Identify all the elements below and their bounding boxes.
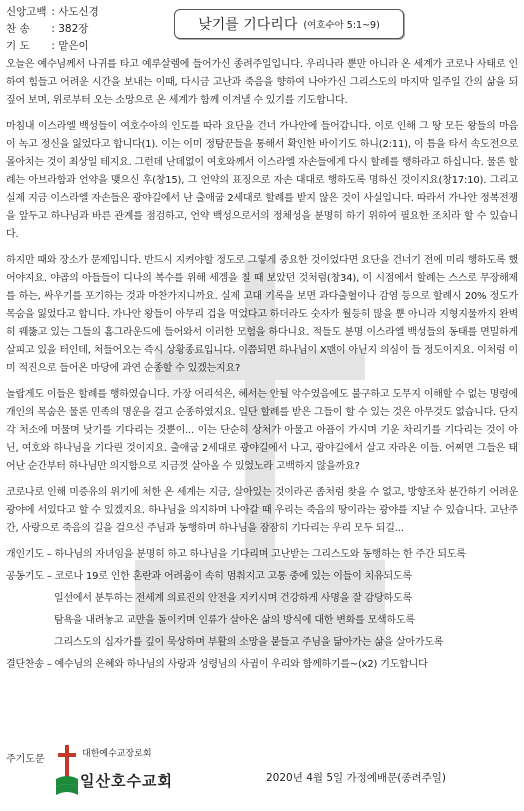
service-order-key: 신앙고백 xyxy=(6,6,47,18)
service-order-value: 사도신경 xyxy=(58,6,99,18)
common-prayer-item: 그리스도의 십자가를 깊이 묵상하며 부활의 소망을 붙들고 주님을 닮아가는 삶을 살아가도록 xyxy=(54,637,444,648)
sermon-paragraph: 하지만 때와 장소가 문제입니다. 반드시 지켜야할 정도로 그렇게 중요한 것이었다면 요단을 건너기 전에 미리 행하도록 했어야지요. 야곱의 아들들이 디나의 복수를 위해 세겜을 칠 때 보았던 것처럼(창34), 이 시점에서 할례는 스스로 무장해제를 하는, 싸우기를 포기하는 것과 마찬가지니까요. 실제 고대 기록을 보면 과다출혈이나 감염 등으로 할례시 20% 정도가 목숨을 잃었다고 합니다. 가나안 왕들이 아무리 겁을 먹었다고 하더라도 숫자가 월등히 많을 뿐 아니라 지형지물까지 완벽히 꿰뚫고 있는 그들의 홈그라운드에 들어와서 이러한 모험을 하다니요. 적들도 분명 이스라엘 백성들의 동태를 면밀하게 살피고 있을 터인데, 처들어오는 즉시 상황종료입니다. 이쯤되면 하나님이 X맨이 아닌지 의심이 들 정도이지요. 이처럼 이미 적진으로 들어온 마당에 과연 순종할 수 있겠는지요? xyxy=(6,255,518,374)
church-name: 일산호수교회 xyxy=(80,772,173,790)
service-order-key: 찬 송 xyxy=(6,23,30,35)
sermon-paragraph: 마침내 이스라엘 백성들이 여호수아의 인도를 따라 요단을 건너 가나안에 들어갑니다. 이로 인해 그 땅 모든 왕들의 마음이 녹고 정신을 잃었다고 합니다(1). 이는 이미 정탐꾼들을 통해서 확인한 바이기도 하니(2:11), 이 틈을 타서 속도전으로 몰아치는 것이 최상일 테지요. 그런데 난데없이 여호와께서 이스라엘 자손들에게 다시 할례를 행하라고 하십니다. 물론 할례는 아브라함과 언약을 맺으신 후(창15), 그 언약의 표징으로 자손 대대로 행하도록 명하신 것이지요(창17:10). 그리고 실제 지금 이스라엘 자손들은 광야길에서 난 출애굽 2세대로 할례를 받지 않은 것이 사실입니다. 따라서 가나안 정복전쟁을 앞두고 하나님과 바른 관계를 점검하고, 언약 백성으로서의 정체성을 분명히 하기 위하여 필요한 조치라 할 수 있습니다. xyxy=(6,121,518,240)
lords-prayer-label: 주기도문 xyxy=(6,754,45,765)
service-order-row: 찬 송 : 382장 xyxy=(6,21,99,38)
sermon-title-box xyxy=(174,9,404,39)
service-order-header xyxy=(6,4,99,55)
common-prayer-heading: 공동기도 – 코로나 19로 인한 혼란과 어려움이 속히 멈춰지고 고통 중에 있는 이들이 치유되도록 xyxy=(6,571,412,582)
common-prayer-item: 탐욕을 내려놓고 교만을 돌이키며 인류가 살아온 삶의 방식에 대한 변화를 모색하도록 xyxy=(54,615,415,626)
church-cross-logo-icon xyxy=(56,745,78,795)
service-order-value: 382장 xyxy=(58,23,89,35)
service-order-key: 기 도 xyxy=(6,40,30,52)
sermon-paragraph: 코로나로 인해 미증유의 위기에 처한 온 세계는 지금, 살아있는 것이라곤 좀처럼 찾을 수 없고, 방향조차 분간하기 어려운 광야에 서있다고 할 수 있겠지요. 하나님을 의지하며 나아갈 때 우리는 죽음의 땅이라는 광야를 지날 수 있습니다. 고난주간, 사랑으로 죽음의 길을 걸으신 주님과 동행하며 하나님을 잠잠히 기다리는 우리 모두 되길... xyxy=(6,487,518,534)
service-order-row: 신앙고백 : 사도신경 xyxy=(6,4,99,21)
sermon-paragraph: 오늘은 예수님께서 나귀를 타고 예루살렘에 들어가신 종려주일입니다. 우리나라 뿐만 아니라 온 세계가 코로나 사태로 인하여 힘들고 어려운 시간을 보내는 이때, 다시금 고난과 죽음을 향하여 나아가신 그리스도의 마지막 일주일 간의 삶을 되짚어 보며, 위로부터 오는 소망으로 온 세계가 함께 이겨낼 수 있기를 기도합니다. xyxy=(6,59,518,106)
sermon-body xyxy=(6,56,518,678)
service-order-row: 기 도 : 맡은이 xyxy=(6,38,99,55)
bulletin-date: 2020년 4월 5일 가정예배문(종려주일) xyxy=(266,772,447,784)
sermon-paragraph: 놀랍게도 이들은 할례를 행하였습니다. 가장 어리석은, 혜서는 안될 악수였음에도 불구하고 도무지 이해할 수 없는 명령에 개인의 목숨은 물론 민족의 명운을 걸고 순종하였지요. 일단 할례를 받은 그들이 할 수 있는 것은 아무것도 없습니다. 단지 각 처소에 머물며 낫기를 기다리는 것뿐이... 이는 단순히 상처가 아물고 아픔이 가시며 기운 차리기를 기다리는 것이 아닌, 여호와 하나님을 기다린 것이지요. 출애굽 2세대로 광야길에서 나고, 광야길에서 살고 자라온 이들. 어쩌면 그들은 태어난 순간부터 하나님만 의지함으로 지금껏 살아올 수 있었노라 고백하지 않을까요? xyxy=(6,389,518,472)
service-order-value: 맡은이 xyxy=(58,40,89,52)
scripture-reference: (여호수아 5:1~9) xyxy=(303,20,380,31)
personal-prayer: 개인기도 – 하나님의 자녀임을 분명히 하고 하나님을 기다리며 고난받는 그리스도와 동행하는 한 주간 되도록 xyxy=(6,549,466,560)
sermon-title: 낮기를 기다리다 xyxy=(198,17,298,33)
common-prayer-item: 일선에서 분투하는 전세계 의료진의 안전을 지키시며 건강하게 사명을 잘 감당하도록 xyxy=(54,593,412,604)
denomination-name: 대한예수교장로회 xyxy=(82,749,152,759)
closing-hymn-prayer: 결단찬송 – 예수님의 은혜와 하나님의 사랑과 성령님의 사귐이 우리와 함께하기를~(x2) 기도합니다 xyxy=(6,659,428,670)
